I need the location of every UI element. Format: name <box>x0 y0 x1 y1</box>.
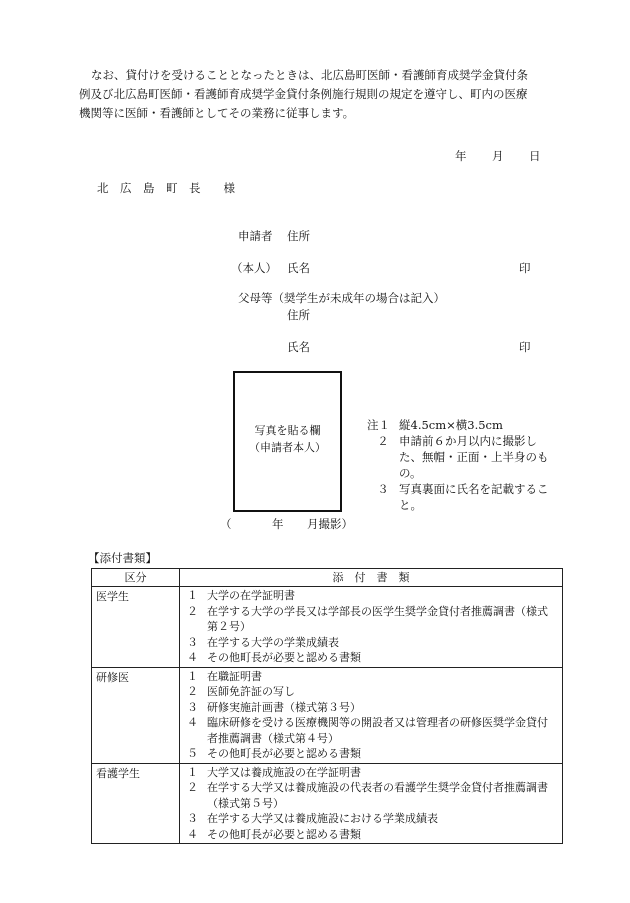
photo-box-sublabel: （申請者本人） <box>249 441 326 454</box>
note-item: ２ 申請前６か月以内に撮影した、無帽・正面・上半身のもの。 <box>377 434 549 480</box>
list-item: ３ 在学する大学又は養成施設における学業成績表 <box>187 812 438 825</box>
guardian-address-label: 住所 <box>287 308 310 322</box>
photo-caption-open: （ <box>220 517 232 531</box>
guardian-seal: 印 <box>519 340 531 354</box>
applicant-self-label: （本人） <box>231 261 277 275</box>
list-item: ２ 医師免許証の写し <box>187 685 295 698</box>
column-header-category: 区分 <box>92 569 180 587</box>
guardian-name-label: 氏名 <box>287 340 310 354</box>
table-header-row <box>92 569 563 587</box>
applicant-name-label: 氏名 <box>287 261 310 275</box>
list-item: ４ その他町長が必要と認める書類 <box>187 827 361 841</box>
addressee: 北 広 島 町 長 様 <box>97 181 235 195</box>
table-row <box>92 763 563 844</box>
documents-cell <box>180 667 563 763</box>
list-item: １ 大学又は養成施設の在学証明書 <box>187 765 361 779</box>
documents-cell <box>180 587 563 668</box>
declaration-line: なお、貸付けを受けることとなったときは、北広島町医師・看護師育成奨学金貸付条 <box>91 68 528 82</box>
list-item: ４ その他町長が必要と認める書類 <box>187 651 361 664</box>
guardian-label: 父母等（奨学生が未成年の場合は記入） <box>238 291 445 305</box>
declaration-line: 例及び北広島町医師・看護師育成奨学金貸付条例施行規則の規定を遵守し、町内の医療 <box>79 87 528 101</box>
attachments-table <box>91 568 563 844</box>
category-cell: 医学生 <box>92 587 180 668</box>
applicant-seal: 印 <box>519 261 531 275</box>
photo-box <box>233 371 342 512</box>
photo-caption-year: 年 <box>272 517 284 531</box>
list-item: ３ 在学する大学の学業成績表 <box>187 635 339 649</box>
photo-caption-month: 月撮影） <box>307 517 353 531</box>
applicant-label: 申請者 <box>238 229 273 243</box>
applicant-address-label: 住所 <box>287 229 310 243</box>
date-day: 日 <box>529 149 541 163</box>
photo-box-label: 写真を貼る欄 <box>254 424 321 437</box>
declaration-line: 機関等に医師・看護師としてその業務に従事します。 <box>79 106 355 120</box>
date-month: 月 <box>492 149 504 163</box>
table-row <box>92 587 563 668</box>
note-item: ３ 写真裏面に氏名を記載すること。 <box>377 482 549 512</box>
documents-cell <box>180 763 563 844</box>
list-item: ５ その他町長が必要と認める書類 <box>187 747 361 760</box>
date-year: 年 <box>455 149 467 163</box>
list-item: １ 大学の在学証明書 <box>187 589 295 602</box>
category-cell: 看護学生 <box>92 763 180 844</box>
declaration-paragraph <box>79 66 569 123</box>
photo-notes <box>367 417 557 513</box>
table-row <box>92 667 563 763</box>
attachments-heading: 【添付書類】 <box>88 551 157 565</box>
category-cell: 研修医 <box>92 667 180 763</box>
note-item: 注１ 縦4.5cm×横3.5cm <box>367 418 503 432</box>
list-item: ４ 臨床研修を受ける医療機関等の開設者又は管理者の研修医奨学金貸付者推薦調書（様式第４号） <box>187 716 548 745</box>
list-item: ３ 研修実施計画書（様式第３号） <box>187 700 361 714</box>
list-item: ２ 在学する大学の学長又は学部長の医学生奨学金貸付者推薦調書（様式第２号） <box>187 604 548 633</box>
column-header-documents: 添 付 書 類 <box>180 569 563 587</box>
list-item: １ 在職証明書 <box>187 669 262 683</box>
list-item: ２ 在学する大学又は養成施設の代表者の看護学生奨学金貸付者推薦調書（様式第５号） <box>187 781 548 810</box>
